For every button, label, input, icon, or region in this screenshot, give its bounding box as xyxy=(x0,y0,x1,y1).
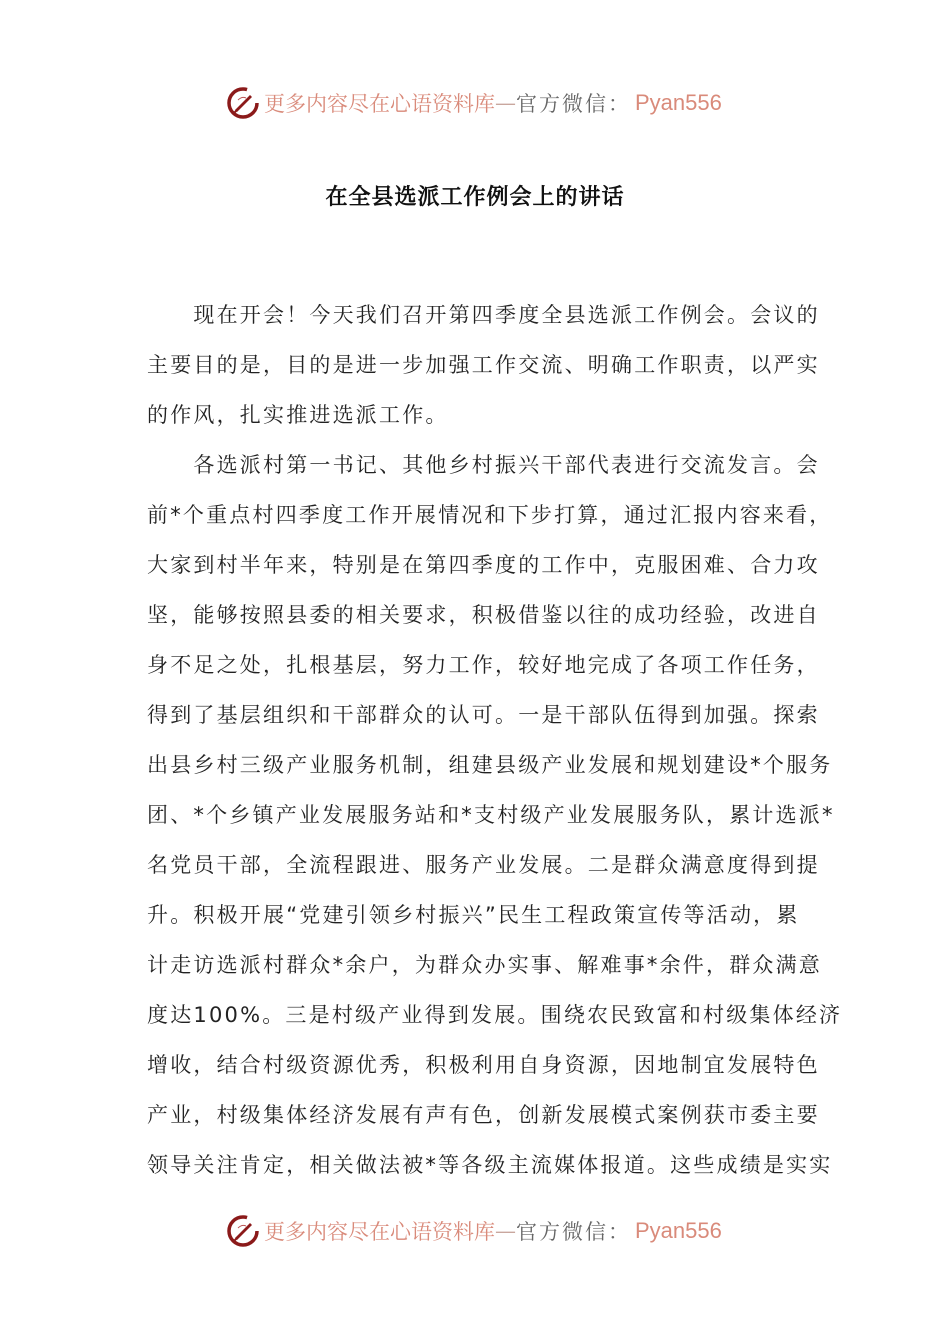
body-line: 现在开会！今天我们召开第四季度全县选派工作例会。会议的 xyxy=(147,303,820,327)
body-line: 各选派村第一书记、其他乡村振兴干部代表进行交流发言。会 xyxy=(147,453,820,477)
watermark-main-text: 更多内容尽在心语资料库 xyxy=(264,1220,495,1244)
watermark-dash: — xyxy=(495,91,516,115)
body-line: 的作风，扎实推进选派工作。 xyxy=(147,403,449,427)
body-line: 领导关注肯定，相关做法被*等各级主流媒体报道。这些成绩是实实 xyxy=(147,1153,833,1177)
watermark-wechat-id: Pyan556 xyxy=(635,1218,722,1243)
watermark-wechat-label: 官方微信： xyxy=(516,1220,631,1244)
footer-watermark xyxy=(226,1211,722,1251)
document-body xyxy=(147,290,843,1190)
quill-pen-logo-icon xyxy=(226,86,260,120)
body-line: 团、*个乡镇产业发展服务站和*支村级产业发展服务队，累计选派* xyxy=(147,803,835,827)
watermark-wechat-label: 官方微信： xyxy=(516,92,631,116)
body-line: 坚，能够按照县委的相关要求，积极借鉴以往的成功经验，改进自 xyxy=(147,603,820,627)
body-line: 出县乡村三级产业服务机制，组建县级产业发展和规划建设*个服务 xyxy=(147,753,833,777)
body-line: 计走访选派村群众*余户，为群众办实事、解难事*余件，群众满意 xyxy=(147,953,822,977)
body-line: 前*个重点村四季度工作开展情况和下步打算，通过汇报内容来看， xyxy=(147,503,833,527)
body-line: 度达100%。三是村级产业得到发展。围绕农民致富和村级集体经济 xyxy=(147,1003,843,1027)
body-line: 身不足之处，扎根基层，努力工作，较好地完成了各项工作任务， xyxy=(147,653,820,677)
watermark-dash: — xyxy=(495,1219,516,1243)
body-line: 名党员干部，全流程跟进、服务产业发展。二是群众满意度得到提 xyxy=(147,853,820,877)
body-line: 增收，结合村级资源优秀，积极利用自身资源，因地制宜发展特色 xyxy=(147,1053,820,1077)
body-line: 升。积极开展“党建引领乡村振兴”民生工程政策宣传等活动，累 xyxy=(147,903,800,927)
quill-pen-logo-icon xyxy=(226,1214,260,1248)
watermark-main-text: 更多内容尽在心语资料库 xyxy=(264,92,495,116)
header-watermark xyxy=(226,83,722,123)
body-line: 大家到村半年来，特别是在第四季度的工作中，克服困难、合力攻 xyxy=(147,553,820,577)
body-line: 产业，村级集体经济发展有声有色，创新发展模式案例获市委主要 xyxy=(147,1103,820,1127)
document-title: 在全县选派工作例会上的讲话 xyxy=(325,185,625,210)
watermark-wechat-id: Pyan556 xyxy=(635,90,722,115)
body-line: 主要目的是，目的是进一步加强工作交流、明确工作职责，以严实 xyxy=(147,353,820,377)
body-line: 得到了基层组织和干部群众的认可。一是干部队伍得到加强。探索 xyxy=(147,703,820,727)
